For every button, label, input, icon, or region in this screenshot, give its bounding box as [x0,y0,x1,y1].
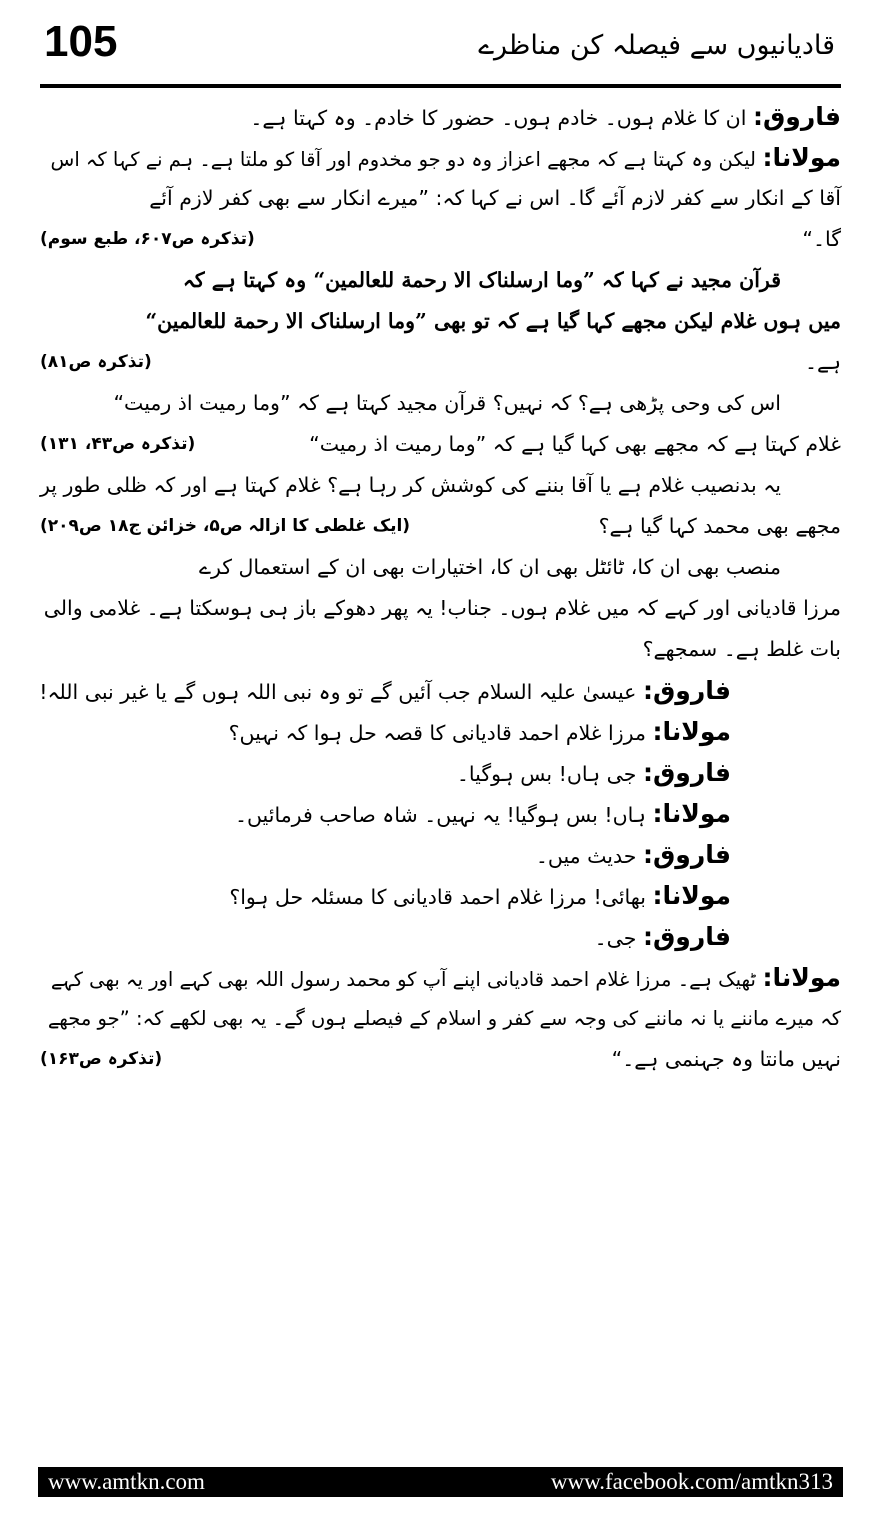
line-text: جی ہاں! بس ہوگیا۔ [456,762,637,786]
text-line [40,96,841,137]
text-line [40,547,841,588]
line-text: بات غلط ہے۔ سمجھے؟ [642,637,841,661]
page-number: 105 [44,17,118,66]
line-text: ہے۔ [804,350,841,374]
text-line [40,301,841,342]
line-text: ان کا غلام ہوں۔ خادم ہوں۔ حضور کا خادم۔ وہ کہتا ہے۔ [250,106,747,130]
document-body [40,96,841,1461]
line-text: میں ہوں غلام لیکن مجھے کہا گیا ہے کہ تو بھی ”وما ارسلناک الا رحمة للعالمین“ [145,309,841,333]
line-text: مرزا قادیانی اور کہے کہ میں غلام ہوں۔ جناب! یہ پھر دھوکے باز ہی ہوسکتا ہے۔ غلامی والی [43,596,841,620]
text-line [40,260,841,301]
text-line [40,834,841,875]
line-text: کہ میرے ماننے یا نہ ماننے کی وجہ سے کفر و اسلام کے فیصلے ہوں گے۔ یہ بھی لکھے کہ: ”جو مجھے [47,1007,841,1030]
line-text: یہ بدنصیب غلام ہے یا آقا بننے کی کوشش کر رہا ہے؟ غلام کہتا ہے اور کہ ظلی طور پر [39,473,781,497]
line-text: نہیں مانتا وہ جہنمی ہے۔“ [611,1047,841,1071]
text-line [40,178,841,219]
reference-citation: (تذکرہ ص۸۱) [40,352,152,372]
page-title: قادیانیوں سے فیصلہ کن مناظرے [478,30,835,61]
text-line [40,670,841,711]
speaker-label: مولانا: [762,963,841,992]
text-line [40,629,841,670]
text-line [40,383,841,424]
line-text: گا۔“ [802,227,841,251]
text-line [40,137,841,178]
reference-citation: (تذکرہ ص۱۶۳) [40,1049,163,1069]
line-text: ٹھیک ہے۔ مرزا غلام احمد قادیانی اپنے آپ کو محمد رسول اللہ بھی کہے اور یہ بھی کہے [50,968,756,991]
line-text: غلام کہتا ہے کہ مجھے بھی کہا گیا ہے کہ ”وما رمیت اذ رمیت“ [309,432,841,456]
facebook-link[interactable]: www.facebook.com/amtkn313 [550,1469,833,1494]
line-text: ہاں! بس ہوگیا! یہ نہیں۔ شاہ صاحب فرمائیں۔ [234,803,646,827]
text-line [40,424,841,465]
reference-citation: (تذکرہ ص۶۰۷، طبع سوم) [40,229,255,249]
speaker-label: فاروق: [642,840,731,869]
line-text: قرآن مجید نے کہا کہ ”وما ارسلناک الا رحمة للعالمین“ وہ کہتا ہے کہ [182,268,781,292]
text-line [40,957,841,998]
speaker-label: فاروق: [752,102,841,131]
line-text: جی۔ [594,926,637,950]
text-line [40,342,841,383]
line-text: منصب بھی ان کا، ٹائٹل بھی ان کا، اختیارات بھی ان کے استعمال کرے [198,555,781,579]
text-line [40,916,841,957]
footer-bar [38,1467,843,1497]
speaker-label: مولانا: [762,143,841,172]
line-text: حدیث میں۔ [535,844,637,868]
text-line [40,875,841,916]
speaker-label: مولانا: [652,799,731,828]
reference-citation: (تذکرہ ص۴۳، ۱۳۱) [40,434,196,454]
line-text: لیکن وہ کہتا ہے کہ مجھے اعزاز وہ دو جو مخدوم اور آقا کو ملتا ہے۔ ہم نے کہا کہ اس [50,148,756,171]
speaker-label: مولانا: [652,717,731,746]
text-line [40,465,841,506]
website-link[interactable]: www.amtkn.com [48,1469,205,1494]
text-line [40,793,841,834]
text-line [40,1039,841,1080]
text-line [40,752,841,793]
line-text: آقا کے انکار سے کفر لازم آئے گا۔ اس نے کہا کہ: ”میرے انکار سے بھی کفر لازم آئے [149,186,841,210]
text-line [40,711,841,752]
speaker-label: فاروق: [642,676,731,705]
text-line [40,219,841,260]
speaker-label: مولانا: [652,881,731,910]
line-text: مجھے بھی محمد کہا گیا ہے؟ [598,514,841,538]
line-text: بھائی! مرزا غلام احمد قادیانی کا مسئلہ حل ہوا؟ [229,885,646,909]
text-line [40,506,841,547]
header-divider [40,84,841,88]
text-line [40,588,841,629]
speaker-label: فاروق: [642,922,731,951]
text-line [40,998,841,1039]
line-text: عیسیٰ علیہ السلام جب آئیں گے تو وہ نبی اللہ ہوں گے یا غیر نبی اللہ! [39,680,637,704]
speaker-label: فاروق: [642,758,731,787]
line-text: مرزا غلام احمد قادیانی کا قصہ حل ہوا کہ نہیں؟ [228,721,646,745]
reference-citation: (ایک غلطی کا ازالہ ص۵، خزائن ج۱۸ ص۲۰۹) [40,516,411,536]
line-text: اس کی وحی پڑھی ہے؟ کہ نہیں؟ قرآن مجید کہتا ہے کہ ”وما رمیت اذ رمیت“ [113,391,781,415]
